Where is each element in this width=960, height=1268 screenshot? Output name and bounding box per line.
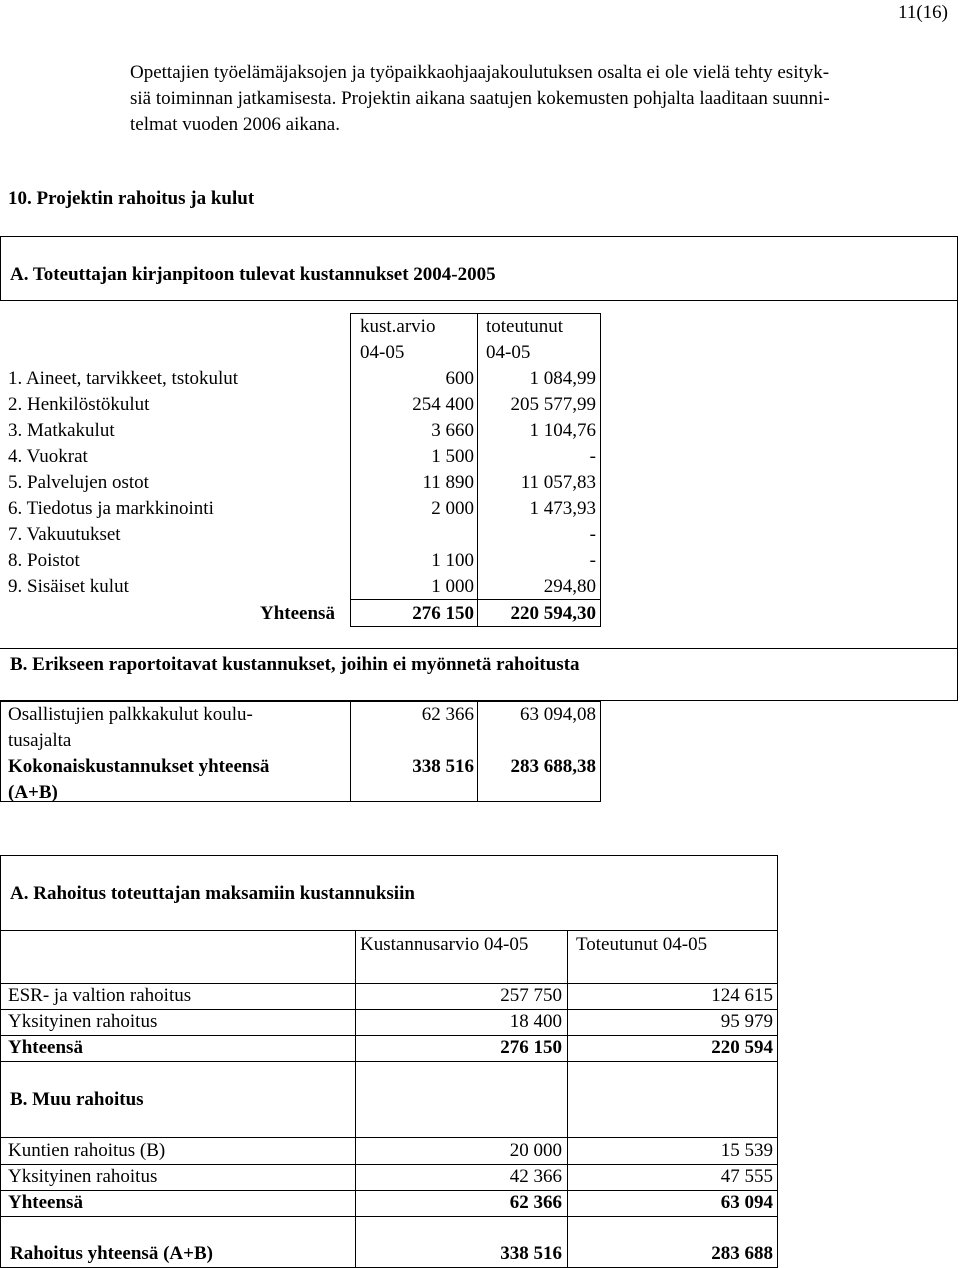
funding-heading-b: B. Muu rahoitus: [10, 1089, 144, 1110]
funding-heading-a: A. Rahoitus toteuttajan maksamiin kustannuksiin: [10, 883, 415, 904]
cost-row-label: 7. Vakuutukset: [8, 524, 121, 545]
cost-row-label: 5. Palvelujen ostot: [8, 472, 149, 493]
cost-row-actual: -: [589, 550, 596, 571]
funding-row-estimate: 42 366: [509, 1166, 562, 1187]
funding-row-actual: 220 594: [711, 1037, 773, 1058]
grand-total-actual: 283 688: [711, 1243, 773, 1264]
b-row-label: Osallistujien palkkakulut koulu- tusajalta: [8, 704, 253, 751]
cost-row-actual: 1 104,76: [529, 420, 596, 441]
cost-row-label: 4. Vuokrat: [8, 446, 88, 467]
cost-row-label: 9. Sisäiset kulut: [8, 576, 129, 597]
b-row-estimate: 62 366: [421, 704, 474, 725]
cost-row-estimate: 254 400: [412, 394, 474, 415]
cost-row-actual: 1 084,99: [529, 368, 596, 389]
cost-row-actual: -: [589, 524, 596, 545]
funding-row-actual: 95 979: [720, 1011, 773, 1032]
col-header-actual: toteutunut 04-05: [486, 316, 564, 363]
funding-col-header-estimate: Kustannusarvio 04-05: [360, 934, 529, 955]
cost-row-label: 6. Tiedotus ja markkinointi: [8, 498, 214, 519]
funding-row-label: Yhteensä: [8, 1192, 83, 1213]
cost-row-actual: 1 473,93: [529, 498, 596, 519]
funding-row-actual: 63 094: [720, 1192, 773, 1213]
costs-heading-b: B. Erikseen raportoitavat kustannukset, joihin ei myönnetä rahoitusta: [10, 654, 580, 675]
b-row-label: Kokonaiskustannukset yhteensä (A+B): [8, 756, 270, 803]
cost-row-label: 2. Henkilöstökulut: [8, 394, 150, 415]
col-header-estimate: kust.arvio 04-05: [360, 316, 436, 363]
section-heading: 10. Projektin rahoitus ja kulut: [8, 188, 255, 209]
cost-total-label: Yhteensä: [260, 603, 335, 624]
cost-row-actual: 11 057,83: [520, 472, 596, 493]
grand-total-estimate: 338 516: [500, 1243, 562, 1264]
intro-line: Opettajien työelämäjaksojen ja työpaikkaohjaajakoulutuksen osalta ei ole vielä tehty esityk-: [130, 62, 830, 83]
b-row-actual: 283 688,38: [510, 756, 596, 777]
cost-row-estimate: 1 000: [431, 576, 474, 597]
funding-row-actual: 124 615: [711, 985, 773, 1006]
funding-row-label: ESR- ja valtion rahoitus: [8, 985, 192, 1006]
cost-row-actual: 205 577,99: [510, 394, 596, 415]
grand-total-label: Rahoitus yhteensä (A+B): [10, 1243, 213, 1264]
b-row-actual: 63 094,08: [520, 704, 596, 725]
funding-row-estimate: 20 000: [509, 1140, 562, 1161]
funding-row-estimate: 18 400: [509, 1011, 562, 1032]
cost-row-estimate: 1 100: [431, 550, 474, 571]
funding-row-actual: 15 539: [720, 1140, 773, 1161]
cost-row-actual: -: [589, 446, 596, 467]
funding-row-estimate: 276 150: [500, 1037, 562, 1058]
funding-row-estimate: 62 366: [509, 1192, 562, 1213]
cost-row-label: 1. Aineet, tarvikkeet, tstokulut: [8, 368, 239, 389]
cost-row-estimate: 2 000: [431, 498, 474, 519]
funding-row-label: Kuntien rahoitus (B): [8, 1140, 166, 1161]
cost-row-label: 8. Poistot: [8, 550, 80, 571]
cost-row-estimate: 1 500: [431, 446, 474, 467]
funding-row-label: Yhteensä: [8, 1037, 83, 1058]
cost-row-estimate: 600: [445, 368, 474, 389]
funding-row-actual: 47 555: [720, 1166, 773, 1187]
page-number: 11(16): [898, 2, 948, 23]
intro-line: siä toiminnan jatkamisesta. Projektin aikana saatujen kokemusten pohjalta laaditaan suunni-: [130, 88, 830, 109]
costs-heading-a: A. Toteuttajan kirjanpitoon tulevat kustannukset 2004-2005: [10, 264, 496, 285]
funding-row-label: Yksityinen rahoitus: [8, 1166, 158, 1187]
funding-col-header-actual: Toteutunut 04-05: [576, 934, 708, 955]
cost-total-actual: 220 594,30: [510, 603, 596, 624]
intro-paragraph: [130, 60, 930, 138]
b-row-estimate: 338 516: [412, 756, 474, 777]
cost-row-estimate: 3 660: [431, 420, 474, 441]
cost-row-actual: 294,80: [543, 576, 596, 597]
funding-row-label: Yksityinen rahoitus: [8, 1011, 158, 1032]
intro-line: telmat vuoden 2006 aikana.: [130, 114, 340, 135]
funding-row-estimate: 257 750: [500, 985, 562, 1006]
cost-row-label: 3. Matkakulut: [8, 420, 115, 441]
cost-row-estimate: 11 890: [422, 472, 474, 493]
cost-total-estimate: 276 150: [412, 603, 474, 624]
